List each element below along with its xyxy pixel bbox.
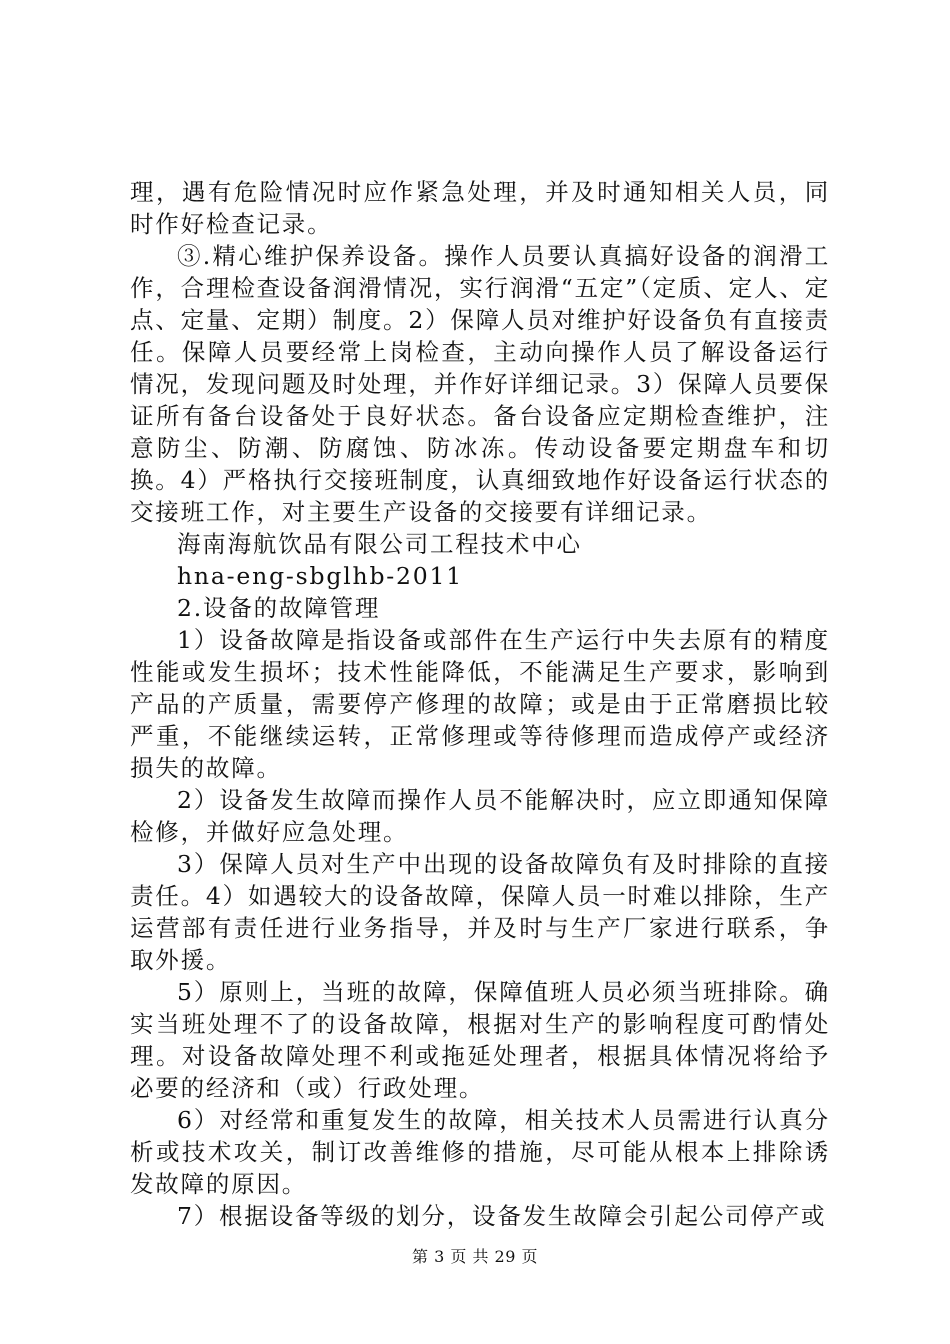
- section-heading-fault-management: 2.设备的故障管理: [177, 594, 381, 622]
- paragraph-item-1: 1）设备故障是指设备或部件在生产运行中失去原有的精度性能或发生损坏；技术性能降低，不能满足生产要求，影响到产品的产质量，需要停产修理的故障；或是由于正常磨损比较严重，不能继续运转，正常修理或等待修理而造成停产或经济损失的故障。: [130, 626, 830, 782]
- document-body: [130, 176, 830, 1232]
- paragraph-document-code: hna-eng-sbglhb-2011: [177, 562, 464, 590]
- paragraph-equipment-maintenance: ③.精心维护保养设备。操作人员要认真搞好设备的润滑工作，合理检查设备润滑情况，实行润滑“五定”（定质、定人、定点、定量、定期）制度。2）保障人员对维护好设备负有直接责任。保障人员要经常上岗检查，主动向操作人员了解设备运行情况，发现问题及时处理，并作好详细记录。3）保障人员要保证所有备台设备处于良好状态。备台设备应定期检查维护，注意防尘、防潮、防腐蚀、防冰冻。传动设备要定期盘车和切换。4）严格执行交接班制度，认真细致地作好设备运行状态的交接班工作，对主要生产设备的交接要有详细记录。: [130, 242, 830, 526]
- paragraph-continuation: 理，遇有危险情况时应作紧急处理，并及时通知相关人员，同时作好检查记录。: [130, 178, 830, 238]
- page-number-footer: 第 3 页 共 29 页: [412, 1247, 538, 1266]
- paragraph-item-3-4: 3）保障人员对生产中出现的设备故障负有及时排除的直接责任。4）如遇较大的设备故障，保障人员一时难以排除，生产运营部有责任进行业务指导，并及时与生产厂家进行联系，争取外援。: [130, 850, 830, 974]
- paragraph-item-6: 6）对经常和重复发生的故障，相关技术人员需进行认真分析或技术攻关，制订改善维修的措施，尽可能从根本上排除诱发故障的原因。: [130, 1106, 830, 1198]
- paragraph-item-2: 2）设备发生故障而操作人员不能解决时，应立即通知保障检修，并做好应急处理。: [130, 786, 830, 846]
- paragraph-company-name: 海南海航饮品有限公司工程技术中心: [177, 530, 582, 558]
- paragraph-item-7: 7）根据设备等级的划分，设备发生故障会引起公司停产或: [177, 1202, 827, 1230]
- paragraph-item-5: 5）原则上，当班的故障，保障值班人员必须当班排除。确实当班处理不了的设备故障，根据对生产的影响程度可酌情处理。对设备故障处理不利或拖延处理者，根据具体情况将给予必要的经济和（或）行政处理。: [130, 978, 830, 1102]
